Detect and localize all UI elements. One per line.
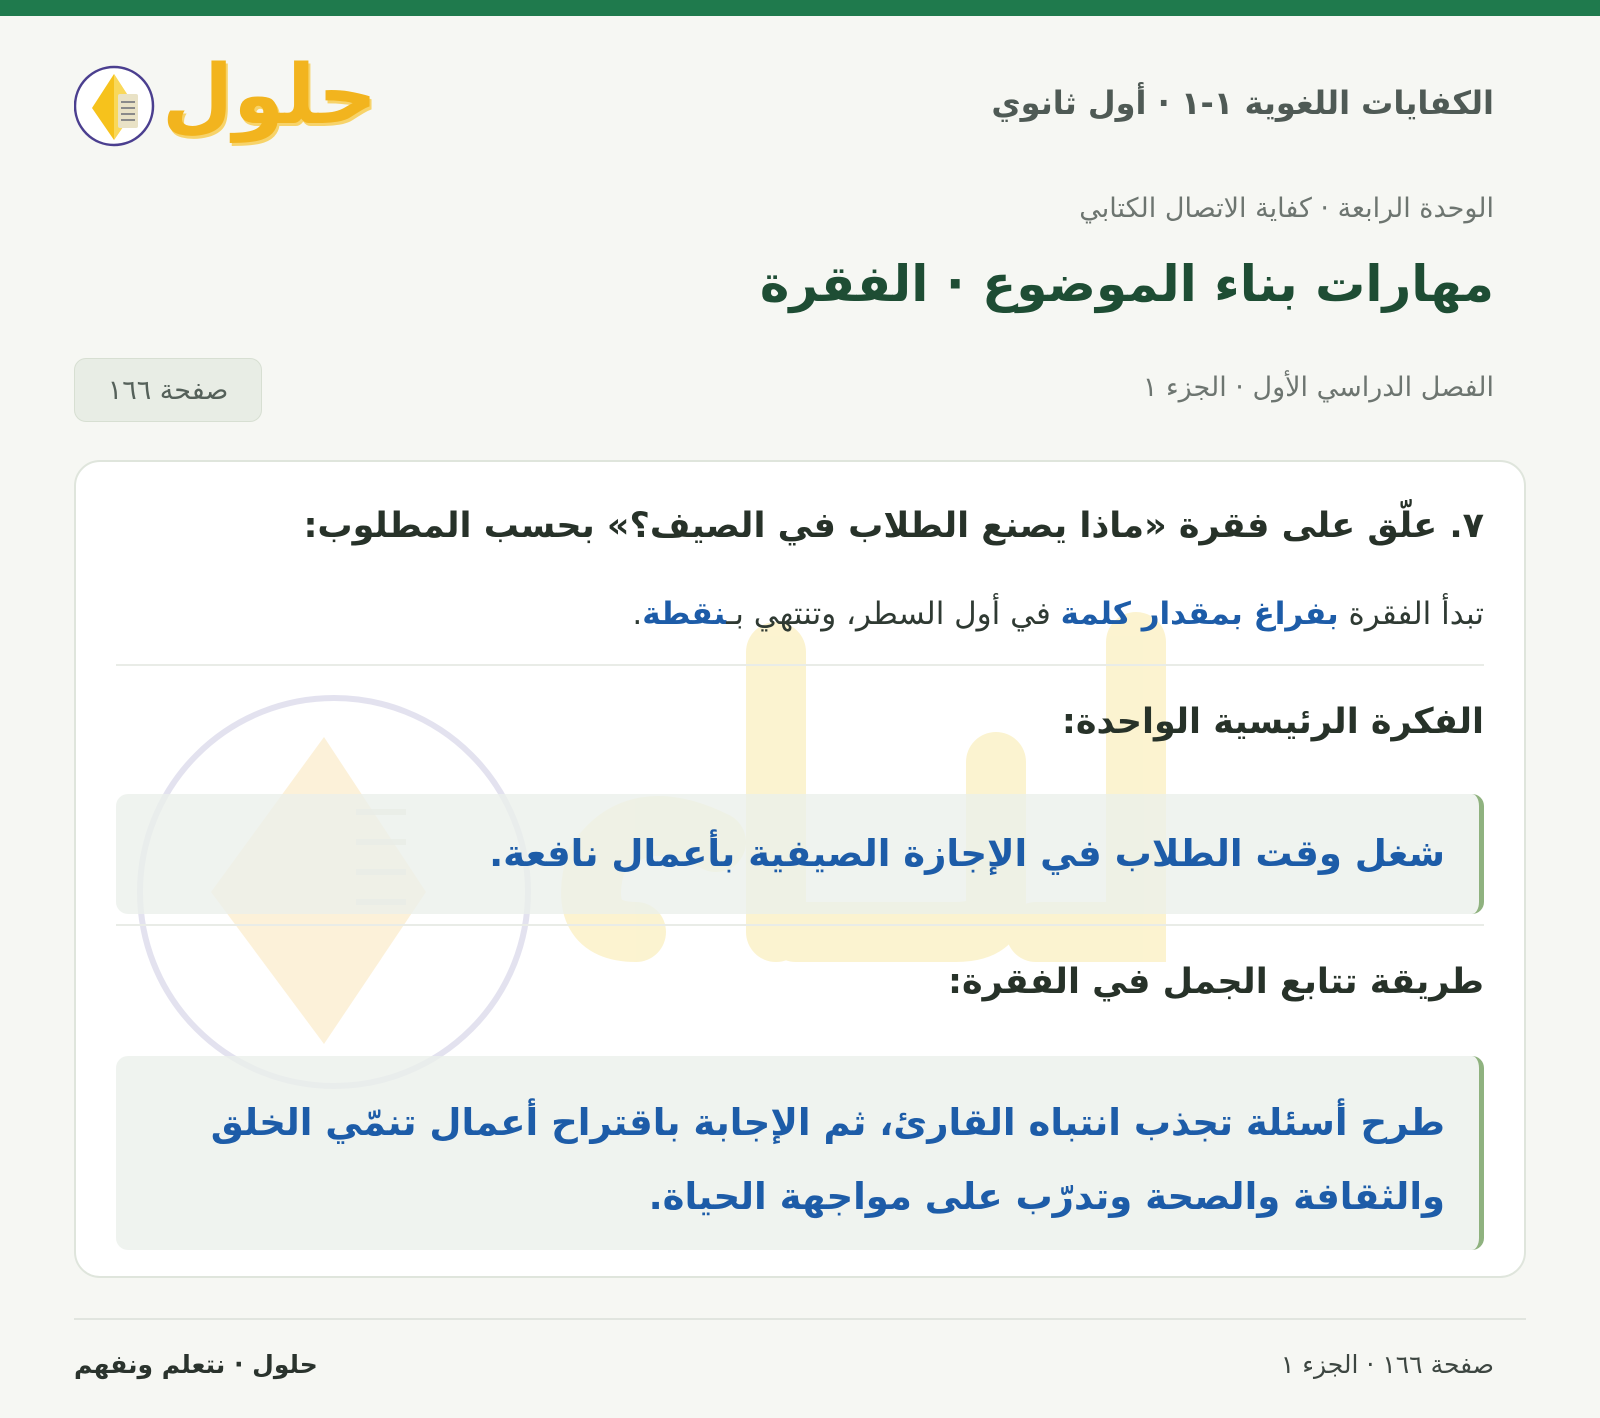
section-heading-main-idea: الفكرة الرئيسية الواحدة:: [1061, 702, 1484, 742]
intro-text-3: .: [632, 596, 643, 632]
section-heading-sentence-order: طريقة تتابع الجمل في الفقرة:: [947, 962, 1484, 1002]
intro-text-1: تبدأ الفقرة: [1338, 596, 1484, 632]
term-info: الفصل الدراسي الأول · الجزء ١: [1142, 372, 1494, 403]
footer-brand: حلول · نتعلم ونفهم: [74, 1350, 318, 1379]
footer-divider: [74, 1318, 1526, 1320]
intro-text-2: في أول السطر، وتنتهي بـ: [726, 596, 1061, 632]
question-title: ٧. علّق على فقرة «ماذا يصنع الطلاب في الصيف؟» بحسب المطلوب:: [303, 506, 1484, 546]
question-intro: [632, 596, 1484, 632]
book-icon: [74, 50, 158, 160]
footer-page-info: صفحة ١٦٦ · الجزء ١: [1280, 1350, 1494, 1379]
intro-highlight-indent: بفراغ بمقدار كلمة: [1060, 596, 1339, 632]
intro-highlight-period: نقطة: [642, 596, 727, 632]
top-accent-bar: [0, 0, 1600, 16]
answer-main-idea: شغل وقت الطلاب في الإجازة الصيفية بأعمال نافعة.: [116, 794, 1484, 914]
section-divider: [116, 924, 1484, 926]
brand-logo[interactable]: [74, 48, 378, 160]
book-title: الكفايات اللغوية ١-١ · أول ثانوي: [991, 84, 1494, 122]
unit-breadcrumb: الوحدة الرابعة · كفاية الاتصال الكتابي: [1079, 193, 1494, 224]
answer-sentence-order: طرح أسئلة تجذب انتباه القارئ، ثم الإجابة باقتراح أعمال تنمّي الخلق والثقافة والصحة وتدرّب على مواجهة الحياة.: [116, 1056, 1484, 1250]
logo-wordmark: حلول: [162, 48, 378, 143]
page-badge: صفحة ١٦٦: [74, 358, 262, 422]
section-divider: [116, 664, 1484, 666]
lesson-title: مهارات بناء الموضوع · الفقرة: [759, 255, 1494, 313]
question-card: [74, 460, 1526, 1278]
